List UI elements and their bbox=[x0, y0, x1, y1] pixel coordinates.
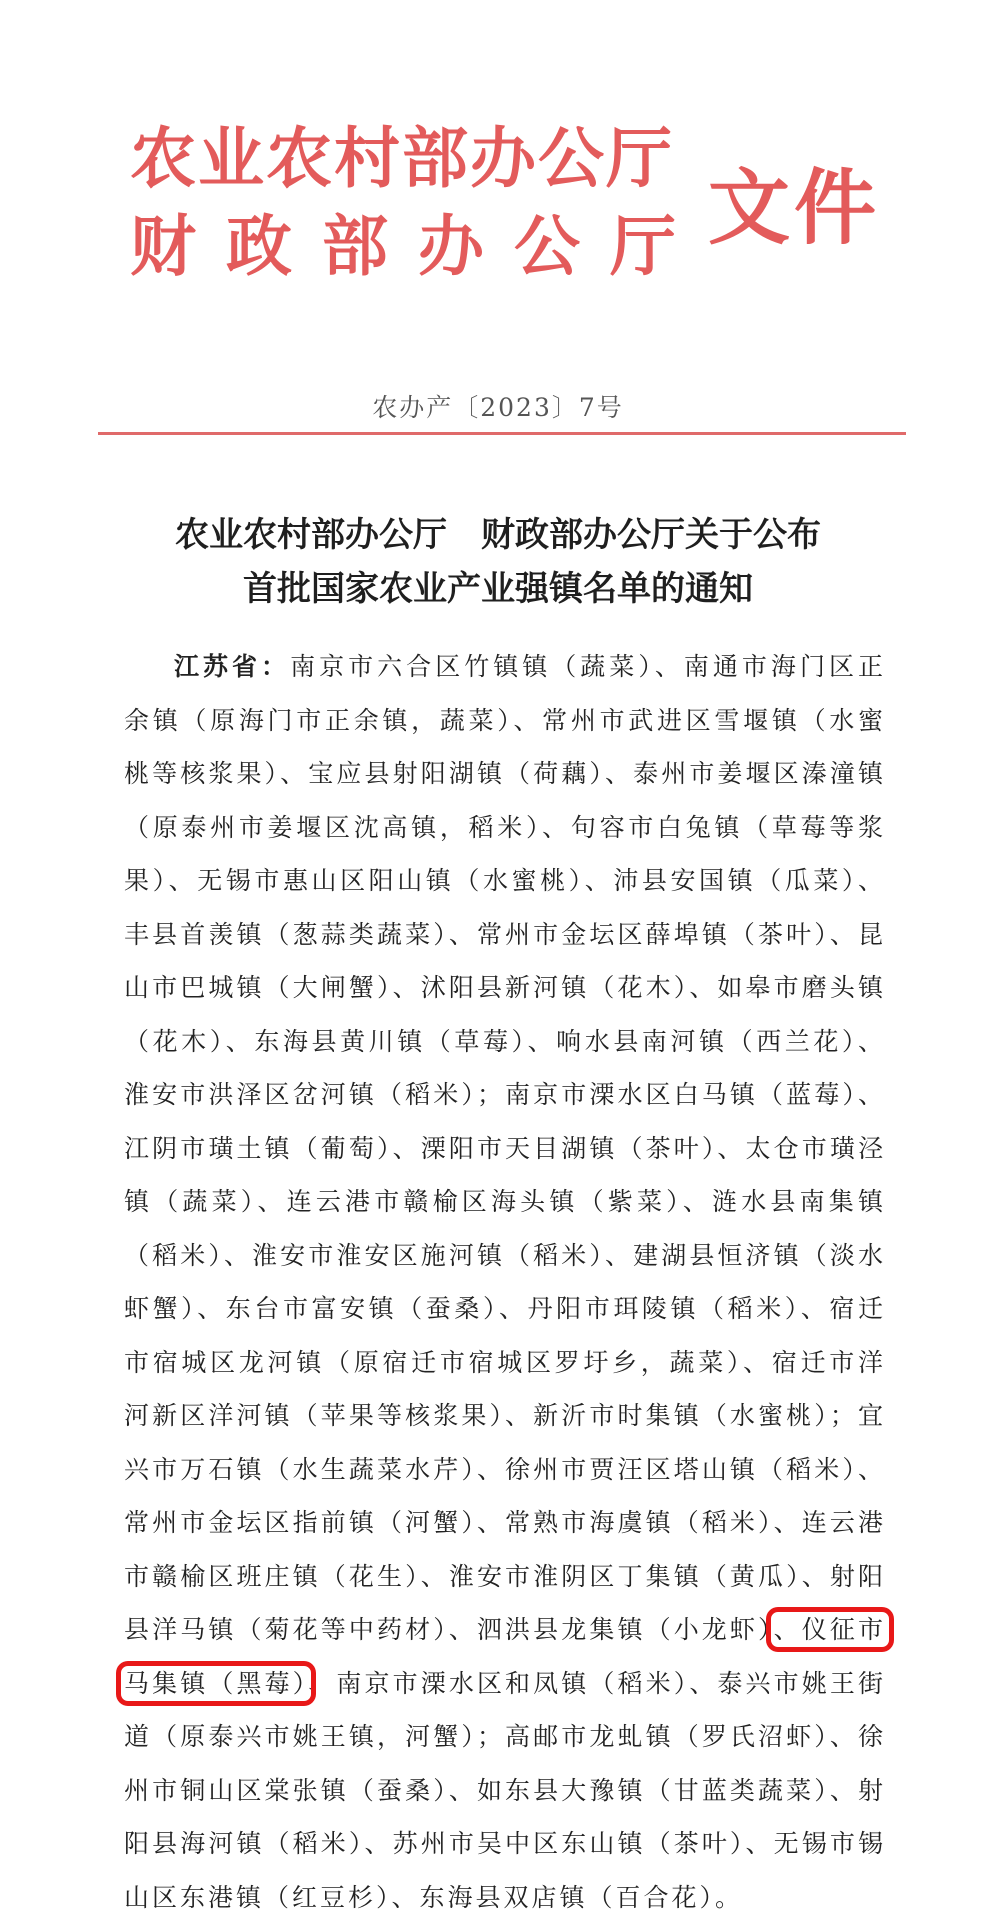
notice-title bbox=[0, 508, 996, 616]
header-divider bbox=[98, 432, 906, 435]
town-list-part-1: 南京市六合区竹镇镇（蔬菜）、南通市海门区正余镇（原海门市正余镇，蔬菜）、常州市武进区雪堰镇（水蜜桃等核浆果）、宝应县射阳湖镇（荷藕）、泰州市姜堰区溱潼镇（原泰州市姜堰区沈高镇，稻米）、句容市白兔镇（草莓等浆果）、无锡市惠山区阳山镇（水蜜桃）、沛县安国镇（瓜菜）、丰县首羡镇（葱蒜类蔬菜）、常州市金坛区薛埠镇（茶叶）、昆山市巴城镇（大闸蟹）、沭阳县新河镇（花木）、如皋市磨头镇（花木）、东海县黄川镇（草莓）、响水县南河镇（西兰花）、淮安市洪泽区岔河镇（稻米）；南京市溧水区白马镇（蓝莓）、江阴市璜土镇（葡萄）、溧阳市天目湖镇（茶叶）、太仓市璜泾镇（蔬菜）、连云港市赣榆区海头镇（紫菜）、涟水县南集镇（稻米）、淮安市淮安区施河镇（稻米）、建湖县恒济镇（淡水虾蟹）、东台市富安镇（蚕桑）、丹阳市珥陵镇（稻米）、宿迁市宿城区龙河镇（原宿迁市宿城区罗圩乡，蔬菜）、宿迁市洋河新区洋河镇（苹果等核浆果）、新沂市时集镇（水蜜桃）；宜兴市万石镇（水生蔬菜水芹）、徐州市贾汪区塔山镇（稻米）、常州市金坛区指前镇（河蟹）、常熟市海虞镇（稻米）、连云港市赣榆区班庄镇（花生）、淮安市淮阴区丁集镇（黄瓜）、射阳县洋马镇（菊花等中药材）、泗洪县龙集镇（小龙虾） bbox=[124, 652, 886, 1644]
title-line-1: 农业农村部办公厅 财政部办公厅关于公布 bbox=[175, 515, 821, 555]
document-number: 农办产〔2023〕7号 bbox=[372, 393, 624, 422]
province-label: 江苏省： bbox=[174, 652, 291, 681]
issuer-line-2: 财政部办公厅 bbox=[130, 207, 706, 285]
document-header bbox=[130, 118, 910, 288]
town-list-part-2: 、南京市溧水区和凤镇（稻米）、泰兴市姚王街道（原泰兴市姚王镇，河蟹）；高邮市龙虬镇（罗氏沼虾）、徐州市铜山区棠张镇（蚕桑）、如东县大豫镇（甘蓝类蔬菜）、射阳县海河镇（稻米）、苏州市吴中区东山镇（茶叶）、无锡市锡山区东港镇（红豆杉）、东海县双店镇（百合花）。 bbox=[124, 1668, 886, 1912]
issuer-line-1: 农业农村部办公厅 bbox=[130, 119, 674, 197]
document-type-suffix: 文件 bbox=[708, 160, 881, 256]
title-line-2: 首批国家农业产业强镇名单的通知 bbox=[243, 569, 753, 609]
notice-body bbox=[124, 640, 886, 1924]
highlighted-town-entry: 、仪征市马集镇（黑莓） bbox=[124, 1615, 886, 1698]
